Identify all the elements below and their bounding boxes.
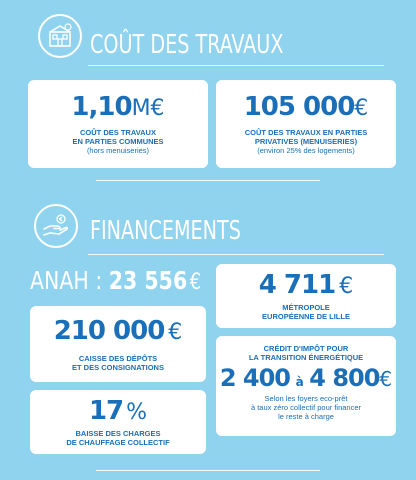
section-title-funding: FINANCEMENTS [90,216,241,246]
bottom-divider [96,470,320,471]
section-rule-funding [88,254,384,255]
note-parties-privatives: (environ 25% des logements) [257,146,355,155]
hand-money-icon [42,213,70,239]
building-icon [47,23,73,49]
building-icon-circle [38,14,82,58]
card-parties-privatives [216,80,396,168]
card-credit-impot [216,336,396,436]
section-title-costs: COÛT DES TRAVAUX [90,30,284,60]
note-parties-communes: (hors menuiseries) [86,146,150,155]
caption-caisse-depots: CAISSE DES DÉPÔTS ET DES CONSIGNATIONS [72,354,164,372]
card-caisse-depots [30,306,206,382]
value-metropole: 4 711 € [258,270,354,300]
card-metropole [216,264,396,328]
caption-baisse-charges: BAISSE DES CHARGES DE CHAUFFAGE COLLECTIF [66,429,170,447]
card-baisse-charges [30,390,206,454]
caption-parties-privatives: COÛT DES TRAVAUX EN PARTIES PRIVATIVES (MENUISERIES) [244,128,368,146]
value-credit-impot: 2 400 à 4 800€ [219,364,393,392]
anah-amount: ANAH : 23 556 € [30,266,202,295]
caption-credit-impot: CRÉDIT D'IMPÔT POUR LA TRANSITION ÉNERGÉTIQUE [248,344,364,362]
section-rule-costs [88,65,384,66]
caption-parties-communes: COÛT DES TRAVAUX EN PARTIES COMMUNES [72,128,164,146]
hand-money-icon-circle [34,204,78,248]
caption-metropole: MÉTROPOLE EUROPÉENNE DE LILLE [262,303,350,321]
note-credit-impot: Selon les foyers eco-prêt à taux zéro collectif pour financer le reste à charge [250,394,362,421]
card-parties-communes [28,80,208,168]
value-caisse-depots: 210 000 € [53,316,183,346]
value-parties-privatives: 105 000€ [243,92,369,122]
section-divider [96,180,320,181]
value-parties-communes: 1,10M€ [71,92,165,122]
value-baisse-charges: 17 % [88,396,148,426]
